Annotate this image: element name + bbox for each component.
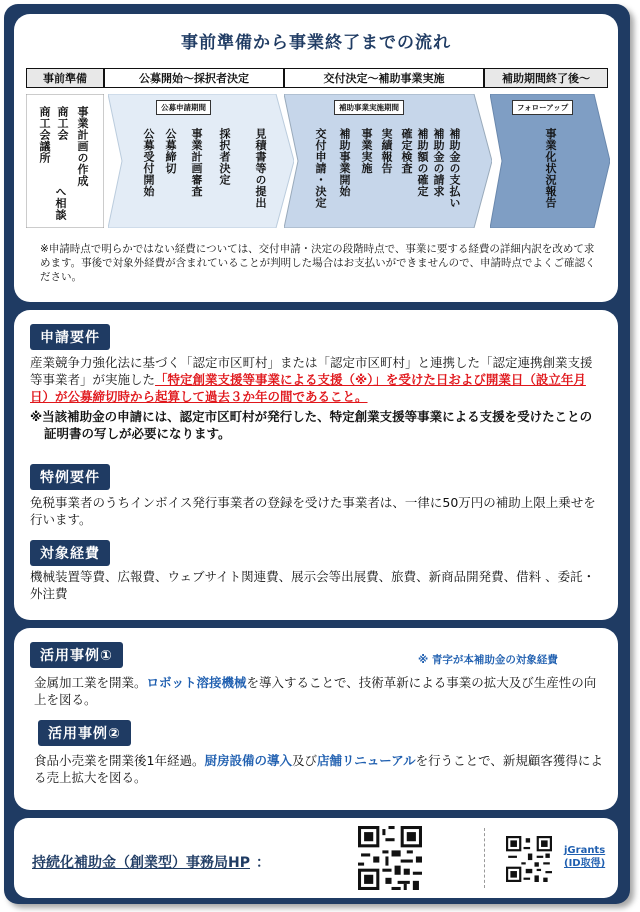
grant-col-3: 事業実施 [360, 128, 373, 174]
phase-public: 公募開始～採択者決定 [104, 68, 284, 88]
case2-text [34, 752, 604, 786]
special-text: 免税事業者のうちインボイス発行事業者の登録を受けた事業者は、一律に50万円の補助上限上乗せを行います。 [30, 495, 596, 527]
jgrants-qr-icon[interactable] [506, 836, 552, 882]
phase-follow: 補助期間終了後～ [484, 68, 608, 88]
expenses-text: 機械装置等費、広報費、ウェブサイト関連費、展示会等出展費、旅費、新商品開発費、借料 、委託・外注費 [30, 569, 596, 601]
case2-tag: 活用事例② [38, 720, 131, 746]
grant-col-4: 実績報告 [380, 128, 393, 174]
office-hp-qr-icon[interactable] [358, 826, 422, 890]
grant-col-5: 確定検査 [400, 128, 413, 174]
sublabel-public: 公募申請期間 [156, 100, 211, 115]
requirements-plain: 産業競争力強化法に基づく「認定市区町村」または「認定市区町村」と連携した「認定連携創業支援等事業者」が実施した [30, 355, 593, 387]
sublabel-follow: フォローアップ [512, 100, 573, 115]
phase-grant: 交付決定～補助事業実施 [284, 68, 484, 88]
office-hp-colon: ： [255, 855, 270, 871]
requirements-panel [14, 310, 618, 620]
grant-arrow [284, 94, 492, 228]
requirements-tag: 申請要件 [30, 324, 110, 350]
case2-blue2: 店舗リニューアル [317, 753, 416, 768]
prep-col-consult: へ相談 [54, 186, 67, 221]
case2-blue1: 厨房設備の導入 [204, 753, 292, 768]
grant-col-1: 交付申請・決定 [314, 128, 327, 209]
grant-col-2: 補助事業開始 [338, 128, 351, 197]
follow-arrow [490, 94, 610, 228]
public-col-3: 事業計画審査 [190, 128, 203, 197]
case2-mid: 及び [291, 753, 317, 768]
grant-col-8: 補助金の支払い [448, 128, 461, 209]
requirements-red: 「特定創業支援等事業による支援（※）」を受けた日および開業日（設立年月日）が公募締切時から起算して過去３か年の間であること。 [30, 372, 586, 404]
page-background [4, 4, 630, 904]
public-col-1: 公募受付開始 [142, 128, 155, 197]
prep-col-shokokai: 商工会 [56, 106, 69, 141]
case2-post: を行うことで、新規顧客獲得による売上拡大を図る。 [34, 753, 603, 785]
footer-divider [484, 828, 485, 888]
office-hp-link[interactable] [32, 852, 270, 872]
case1-text [34, 674, 604, 708]
phase-prep: 事前準備 [26, 68, 104, 88]
jgrants-link[interactable] [564, 844, 605, 870]
expenses-tag: 対象経費 [30, 540, 110, 566]
footer-panel [14, 818, 618, 898]
jgrants-label: jGrants [564, 845, 606, 856]
public-col-2: 公募締切 [164, 128, 177, 174]
public-col-5: 見積書等の提出 [254, 128, 267, 209]
grant-col-6: 補助額の確定 [416, 128, 429, 197]
cases-note: ※ 青字が本補助金の対象経費 [418, 654, 558, 666]
case1-pre: 金属加工業を開業。 [34, 675, 147, 690]
jgrants-sub-label: (ID取得) [564, 858, 606, 869]
case1-blue: ロボット溶接機械 [146, 675, 247, 690]
sublabel-grant: 補助事業実施期間 [334, 100, 404, 115]
prep-col-kaigisho: 商工会議所 [38, 106, 51, 164]
requirements-text [30, 354, 604, 405]
flow-note: ※申請時点で明らかではない経費については、交付申請・決定の段階時点で、事業に要する経費の詳細内訳を改めて求めます。事後で対象外経費が含まれていることが判明した場合はお支払いができませんので、申請時点でよくご確認ください。 [40, 243, 596, 283]
case1-post: を導入することで、技術革新による事業の拡大及び生産性の向上を図る。 [34, 675, 597, 707]
special-tag: 特例要件 [30, 464, 110, 490]
flow-panel [14, 14, 618, 302]
case2-pre: 食品小売業を開業後1年経過。 [34, 753, 205, 768]
grant-col-7: 補助金の請求 [432, 128, 445, 197]
public-col-4: 採択者決定 [218, 128, 231, 186]
follow-col-1: 事業化状況報告 [544, 128, 557, 209]
requirements-certificate-note: ※当該補助金の申請には、認定市区町村が発行した、特定創業支援等事業による支援を受けたことの証明書の写しが必要になります。 [30, 409, 593, 441]
flow-title: 事前準備から事業終了までの流れ [181, 33, 451, 53]
public-arrow [108, 94, 294, 228]
office-hp-label: 持続化補助金（創業型）事務局HP [32, 855, 250, 871]
prep-block [26, 94, 104, 228]
prep-col-plan: 事業計画の作成 [76, 106, 89, 187]
case1-tag: 活用事例① [30, 642, 123, 668]
cases-panel [14, 628, 618, 810]
